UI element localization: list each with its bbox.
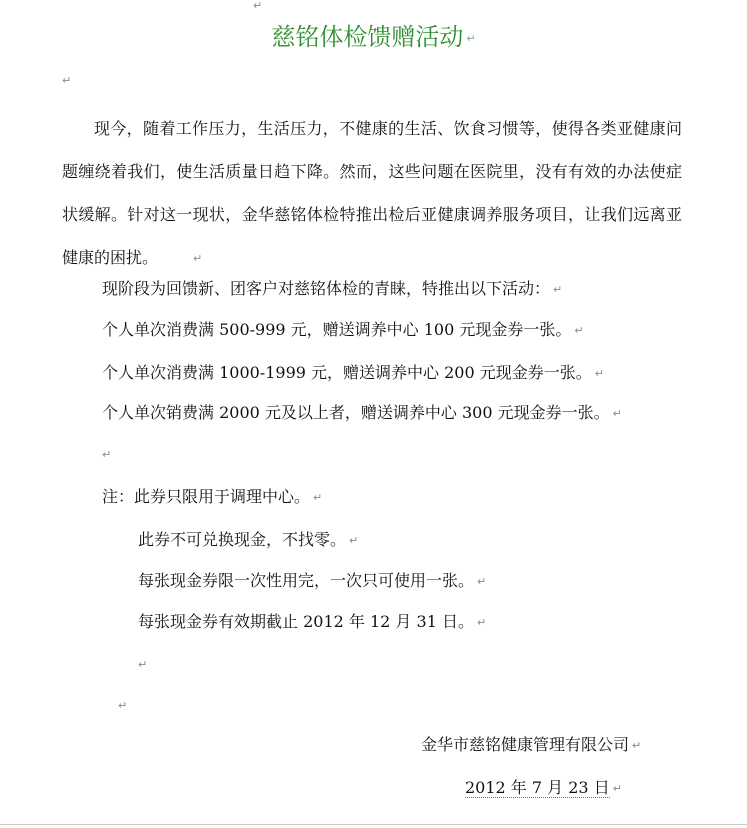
note-line: [138, 569, 486, 593]
document-title: [0, 20, 747, 54]
offer-text: 个人单次销费满 2000 元及以上者，赠送调养中心 300 元现金券一张。: [102, 403, 610, 422]
paragraph-mark: ↵: [574, 324, 584, 337]
paragraph-mark: ↵: [612, 782, 622, 795]
paragraph-mark: ↵: [62, 74, 72, 87]
paragraph-mark: ↵: [612, 407, 622, 420]
note-text: 每张现金券限一次性用完，一次只可使用一张。: [138, 571, 475, 590]
note-text: 注：此券只限用于调理中心。: [102, 487, 311, 506]
title-text: 慈铭体检馈赠活动: [271, 23, 464, 51]
offer-line: [102, 318, 584, 342]
intro-text: 现今，随着工作压力，生活压力，不健康的生活、饮食习惯等，使得各类亚健康问题缠绕着我们，使生活质量日趋下降。然而，这些问题在医院里，没有有效的办法使症状缓解。针对这一现状，金华慈铭体检特推出检后亚健康调养服务项目，让我们远离亚健康的困扰。: [62, 119, 682, 267]
activity-intro: [102, 277, 562, 301]
paragraph-mark: ↵: [477, 575, 487, 588]
paragraph-mark: ↵: [553, 283, 563, 296]
paragraph-mark: ↵: [118, 699, 128, 712]
offer-line: [102, 401, 622, 425]
offer-line: [102, 361, 604, 385]
paragraph-mark: ↵: [476, 616, 487, 629]
note-line: [102, 485, 322, 509]
activity-intro-text: 现阶段为回馈新、团客户对慈铭体检的青睐，特推出以下活动：: [102, 279, 551, 298]
paragraph-mark: ↵: [102, 448, 112, 461]
note-line: [138, 528, 358, 552]
note-text: 每张现金券有效期截止 2012 年 12 月 31 日。: [138, 612, 474, 631]
paragraph-mark: ↵: [349, 534, 359, 547]
company-name: 金华市慈铭健康管理有限公司: [421, 735, 630, 754]
paragraph-mark: ↵: [466, 32, 476, 45]
offer-text: 个人单次消费满 500-999 元，赠送调养中心 100 元现金券一张。: [102, 320, 572, 339]
paragraph-mark: ↵: [138, 658, 148, 671]
paragraph-mark: ↵: [594, 367, 604, 380]
note-line: [138, 610, 486, 634]
intro-paragraph: [62, 107, 682, 279]
paragraph-mark: ↵: [632, 739, 642, 752]
date-text: 2012 年 7 月 23 日: [465, 778, 610, 797]
signature-date: [465, 776, 622, 800]
signature-company: [421, 733, 641, 757]
paragraph-mark: ↵: [253, 0, 263, 12]
note-text: 此券不可兑换现金，不找零。: [138, 530, 347, 549]
offer-text: 个人单次消费满 1000-1999 元，赠送调养中心 200 元现金券一张。: [102, 363, 592, 382]
paragraph-mark: ↵: [313, 491, 323, 504]
paragraph-mark: ↵: [193, 252, 203, 265]
page-bottom-divider: [0, 824, 747, 825]
